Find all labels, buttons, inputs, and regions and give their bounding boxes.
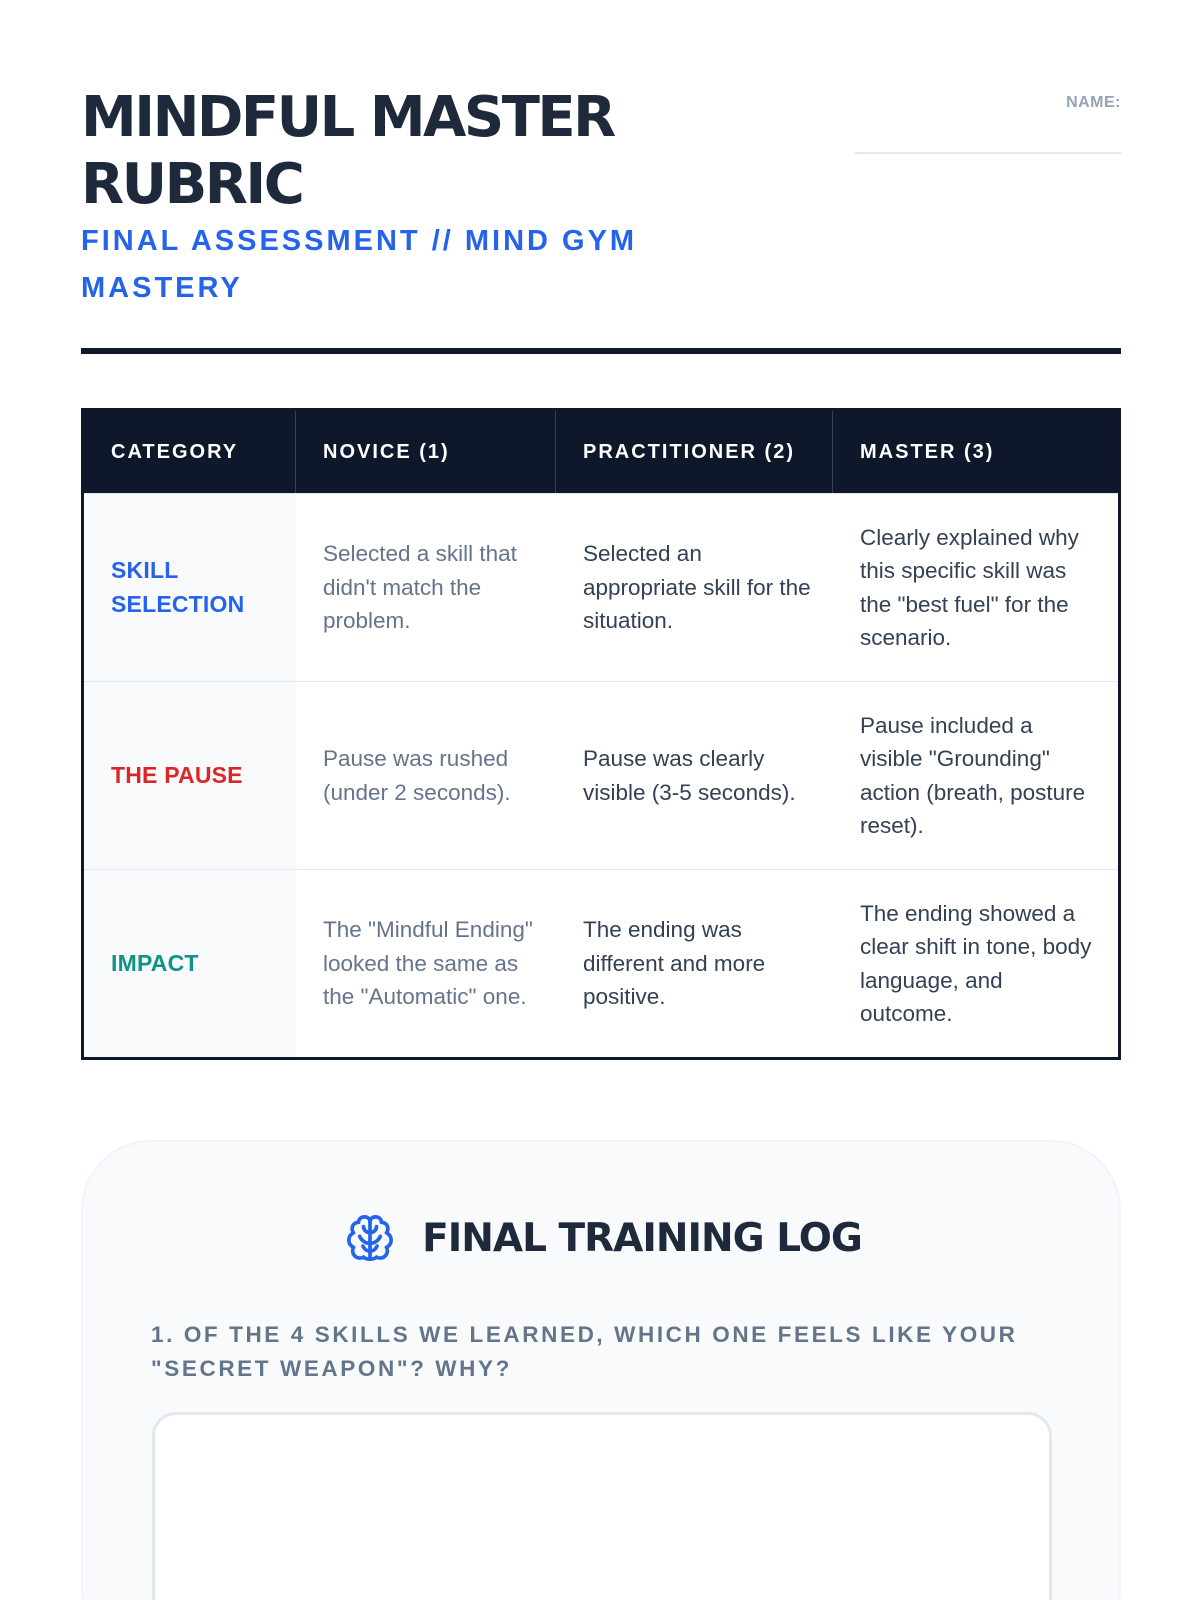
page-subtitle: FINAL ASSESSMENT // MIND GYM MASTERY [81,225,638,304]
practitioner-cell: The ending was different and more positive. [583,917,766,1010]
category-cell: THE PAUSE [84,682,296,869]
master-cell: Pause included a visible "Grounding" action (breath, posture reset). [860,712,1086,838]
column-header-practitioner: PRACTITIONER (2) [556,411,833,493]
name-label: NAME: [1066,94,1121,111]
master-cell: Clearly explained why this specific skill was the "best fuel" for the scenario. [860,524,1079,650]
training-log-title: FINAL TRAINING LOG [422,1215,862,1261]
training-log-card [81,1140,1121,1600]
practitioner-cell: Pause was clearly visible (3-5 seconds). [583,746,796,805]
category-cell: IMPACT [84,870,296,1057]
page-title: MINDFUL MASTER RUBRIC [81,85,614,217]
novice-cell: Pause was rushed (under 2 seconds). [323,746,511,805]
column-header-novice: NOVICE (1) [296,411,556,493]
column-header-category: CATEGORY [84,411,296,493]
training-log-header [83,1210,1123,1266]
novice-cell: Selected a skill that didn't match the problem. [323,541,517,634]
rubric-row-impact [84,869,1118,1057]
rubric-row-the-pause [84,681,1118,869]
column-header-master: MASTER (3) [860,440,995,463]
question-1-label: 1. OF THE 4 SKILLS WE LEARNED, WHICH ONE FEELS LIKE YOUR "SECRET WEAPON"? WHY? [151,1322,1018,1381]
master-cell: The ending showed a clear shift in tone, body language, and outcome. [860,900,1092,1026]
brain-icon [344,1212,396,1264]
rubric-table [81,408,1121,1060]
name-field[interactable] [855,94,1121,154]
answer-1-textarea[interactable] [152,1412,1052,1600]
novice-cell: The "Mindful Ending" looked the same as the "Automatic" one. [323,917,533,1010]
rubric-header-row [84,411,1118,493]
practitioner-cell: Selected an appropriate skill for the situation. [583,541,811,634]
header-divider [81,348,1121,354]
category-cell: SKILL SELECTION [84,494,296,681]
rubric-row-skill-selection [84,493,1118,681]
page-header [81,84,1121,354]
